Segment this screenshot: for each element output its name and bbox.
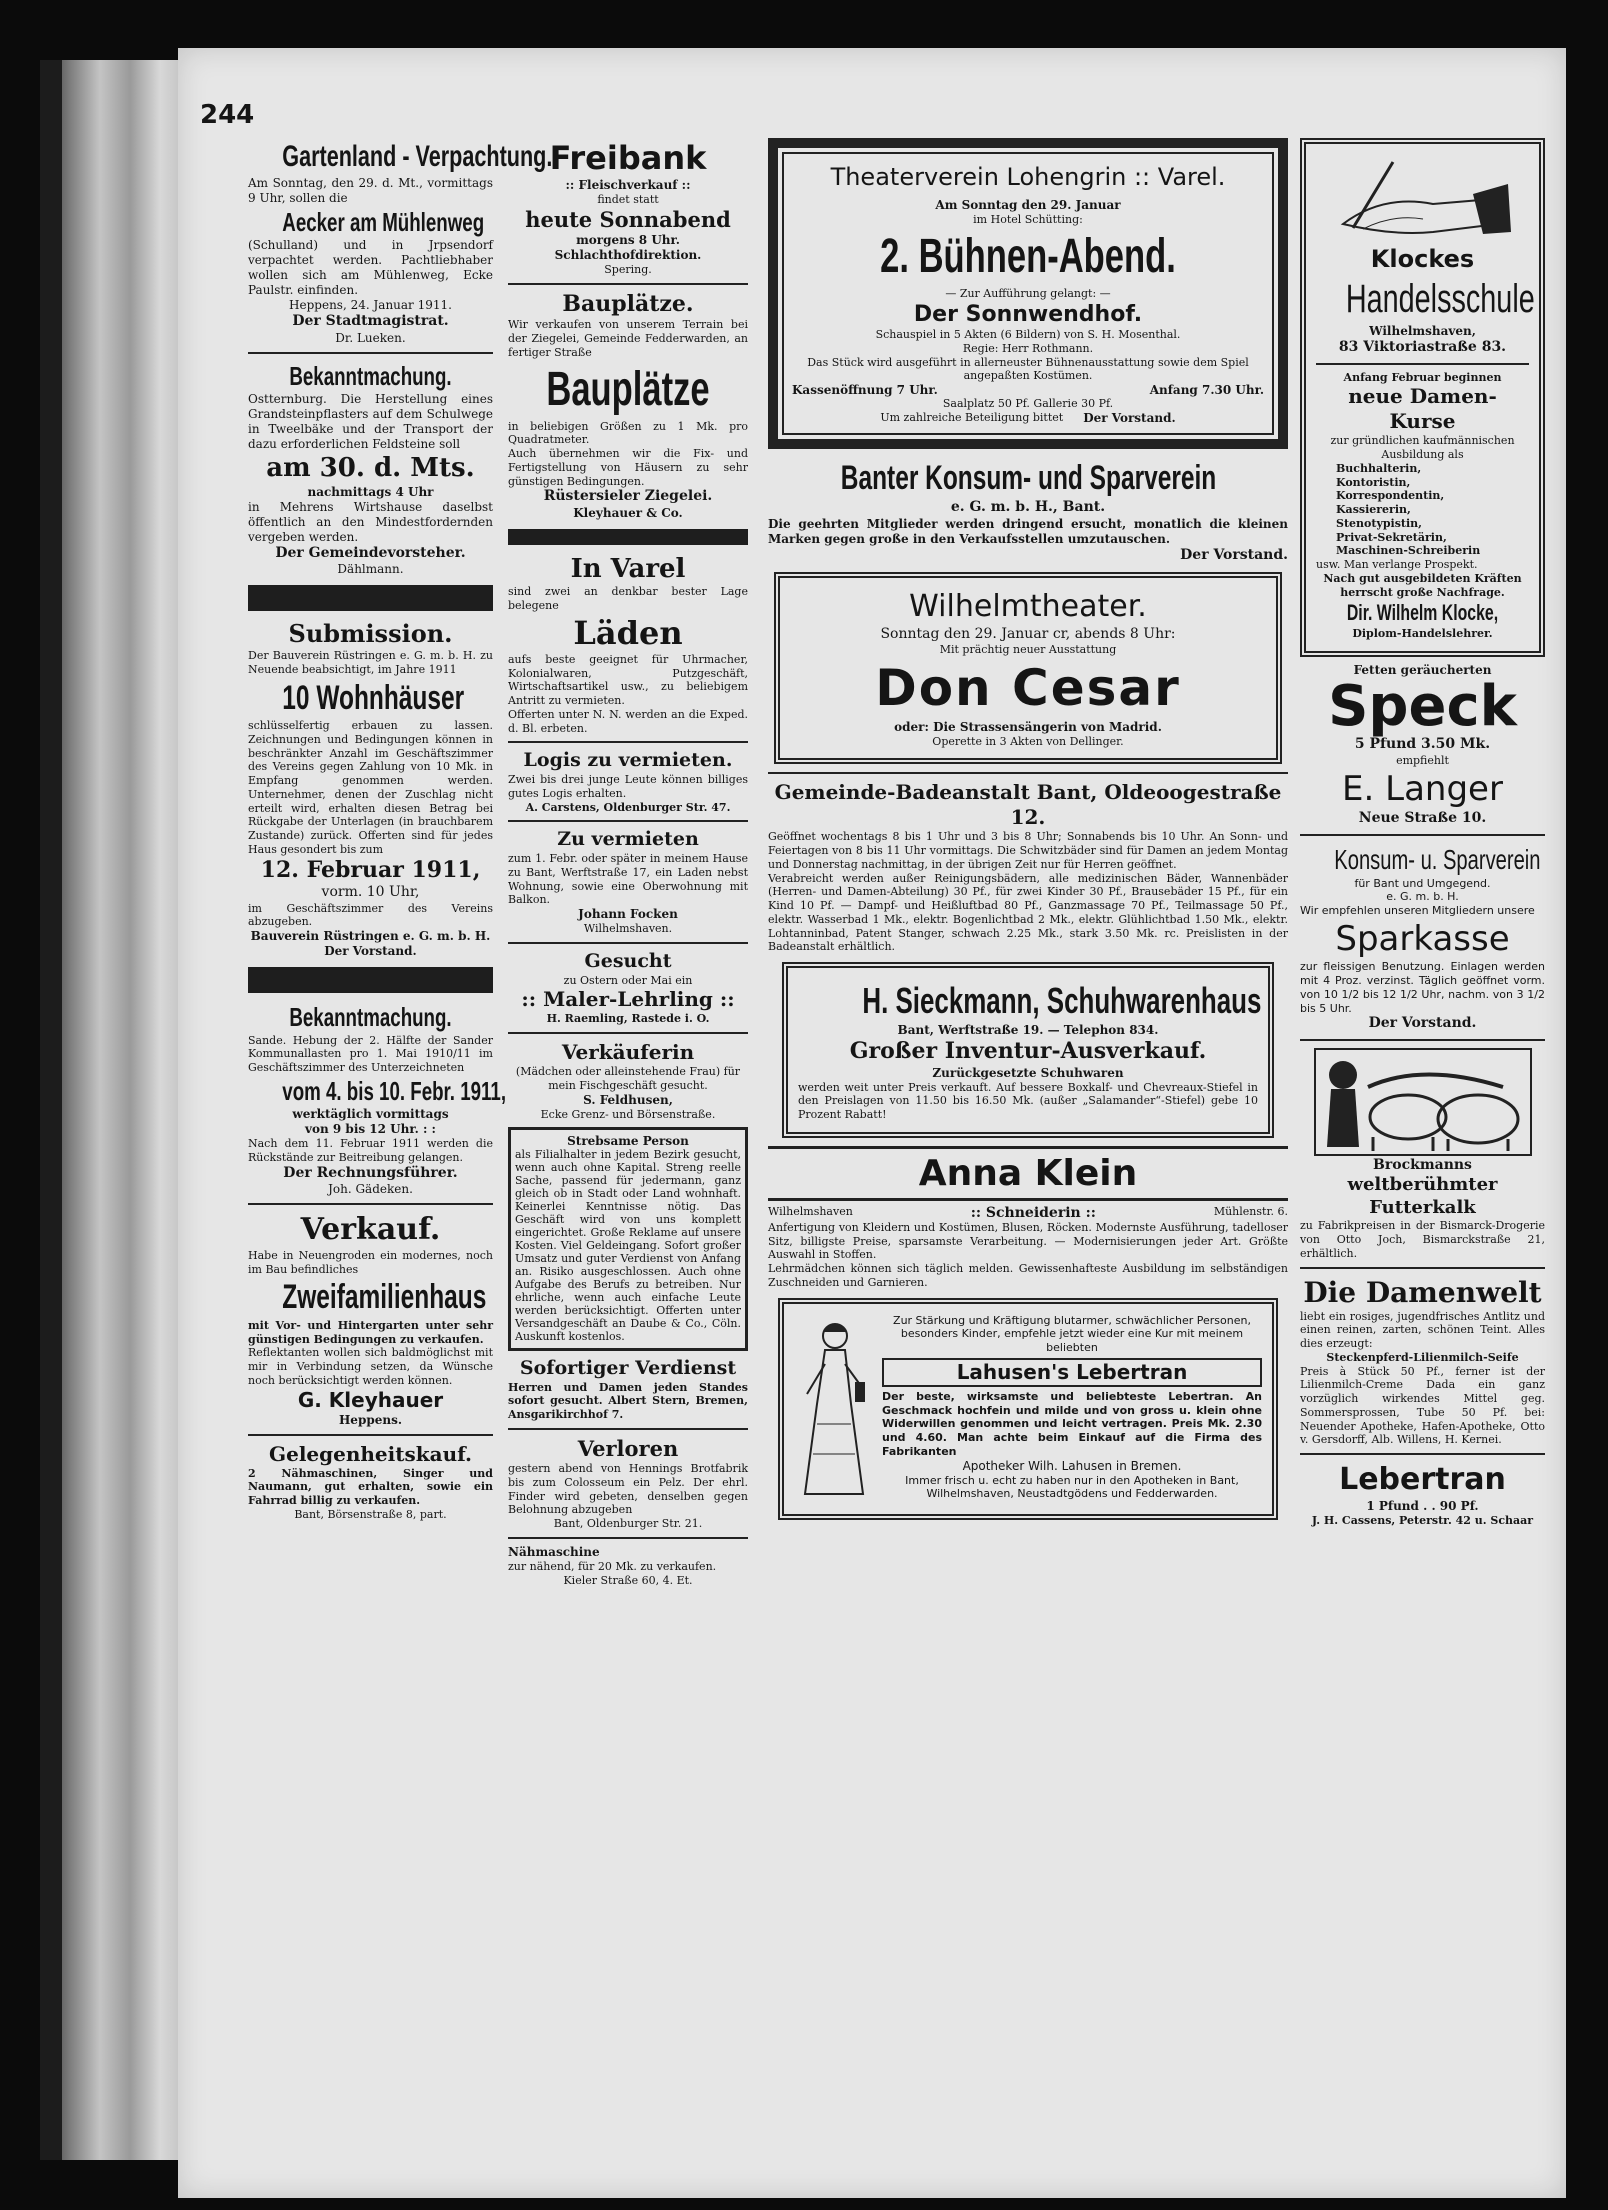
divider bbox=[508, 1537, 748, 1539]
divider bbox=[1316, 363, 1529, 365]
ad-subtitle: findet statt bbox=[597, 193, 659, 206]
column-4 bbox=[1300, 138, 1545, 1527]
ad-signature: Dir. Wilhelm Klocke, bbox=[1346, 600, 1499, 626]
ad-title: Submission. bbox=[288, 619, 453, 648]
divider bbox=[508, 942, 748, 944]
ad-sieckmann bbox=[782, 962, 1274, 1138]
ad-body: Nach gut ausgebildeten Kräften herrscht große Nachfrage. bbox=[1323, 571, 1522, 599]
writing-hand-icon bbox=[1323, 154, 1523, 244]
page-number: 244 bbox=[200, 100, 255, 130]
ad-address: Bant, Oldenburger Str. 21. bbox=[553, 1517, 703, 1531]
course-list-item: Privat-Sekretärin, bbox=[1336, 530, 1447, 544]
ad-lahusen bbox=[778, 1298, 1278, 1520]
column-1 bbox=[248, 138, 553, 1522]
ad-body: Sande. Hebung der 2. Hälfte der Sander Kommunallasten pro 1. Mai 1910/11 im Geschäftszimmer des Unterzeichneten bbox=[248, 1033, 493, 1074]
ad-price: 1 Pfund . . 90 Pf. bbox=[1366, 1498, 1479, 1513]
divider bbox=[508, 741, 748, 743]
ad-body: Anfertigung von Kleidern und Kostümen, Blusen, Röcken. Modernste Ausführung, tadelloser Sitz, billigste Preise, sparsamste Verarbeitung. — Modernisierungen jeder Art. Größte Auswahl in Stoffen. bbox=[768, 1220, 1288, 1262]
ad-signature: Der Stadtmagistrat. bbox=[292, 313, 449, 329]
ad-title: Konsum- u. Sparverein bbox=[1334, 843, 1541, 875]
ad-freibank bbox=[508, 138, 748, 277]
ad-body: Nach dem 11. Februar 1911 werden die Rückstände zur Beitreibung gelangen. bbox=[248, 1137, 493, 1164]
ad-address: Wilhelmshaven, bbox=[1369, 324, 1476, 338]
ad-title: Verkauf. bbox=[300, 1212, 441, 1248]
pig-illustration-icon bbox=[1313, 1047, 1533, 1157]
ad-date: 12. Februar 1911, bbox=[260, 856, 481, 883]
column-2 bbox=[508, 138, 748, 1587]
ad-body: Am Sonntag, den 29. d. Mt., vormittags 9 Uhr, sollen die bbox=[248, 175, 493, 205]
ad-signature: Rüstersieler Ziegelei. bbox=[543, 488, 713, 505]
ad-body: Auch übernehmen wir die Fix- und Fertigstellung von Häusern zu sehr günstigen Bedingungen. bbox=[508, 447, 748, 488]
ad-konsum-sparverein bbox=[1300, 842, 1545, 1033]
ad-title: Zu vermieten bbox=[557, 828, 699, 851]
ad-signature: Bauverein Rüstringen e. G. m. b. H. bbox=[250, 929, 491, 943]
divider bbox=[508, 1032, 748, 1034]
ad-title: Bekanntmachung. bbox=[289, 1002, 452, 1032]
ad-body: mit Vor- und Hintergarten unter sehr günstigen Bedingungen zu verkaufen. bbox=[248, 1318, 493, 1346]
book-spine bbox=[40, 60, 190, 2160]
divider-bar bbox=[248, 585, 493, 611]
ad-badeanstalt bbox=[768, 780, 1288, 954]
ad-place: Wilhelmshaven bbox=[768, 1204, 853, 1218]
ad-verkauf bbox=[248, 1211, 493, 1427]
divider-bar bbox=[248, 967, 493, 993]
ad-body: schlüsselfertig erbauen zu lassen. Zeichnungen und Bedingungen können in beschränkter Anzahl im Geschäftszimmer des Vereins gegen Zahlung von 10 Mk. in Empfang genommen werden. Unternehmer, denen der Zuschlag nicht erteilt wird, erhalten diesen Betrag bei Rückgabe der Unterlagen (in brauchbarem Zustande) zurück. Offerten sind für jedes Haus gesondert bis zum bbox=[248, 719, 493, 856]
ad-signature: Der Vorstand. bbox=[324, 944, 417, 958]
ad-title: Verkäuferin bbox=[561, 1040, 695, 1064]
ad-title: H. Sieckmann, Schuhwarenhaus bbox=[862, 980, 1262, 1021]
ad-signature: H. Raemling, Rastede i. O. bbox=[546, 1012, 710, 1026]
ad-lebertran-cassens bbox=[1300, 1461, 1545, 1527]
divider bbox=[248, 352, 493, 354]
ad-body: Der beste, wirksamste und beliebteste Lebertran. An Geschmack hochfein und milde und von gross u. klein ohne Widerwillen genommen und leicht vertragen. Preis Mk. 2.30 und 4.60. Man achte beim Einkauf auf die Firma des Fabrikanten bbox=[882, 1389, 1262, 1458]
ad-body: Offerten unter N. N. werden an die Exped. d. Bl. erbeten. bbox=[508, 707, 748, 735]
ad-headline: :: Maler-Lehrling :: bbox=[521, 987, 735, 1012]
ad-verloren bbox=[508, 1436, 748, 1531]
ad-signature: Der Vorstand. bbox=[1083, 410, 1176, 425]
ad-address: Mühlenstr. 6. bbox=[1213, 1204, 1288, 1218]
ad-address: 83 Viktoriastraße 83. bbox=[1338, 339, 1507, 355]
ad-subtitle: e. G. m. b. H. bbox=[1386, 890, 1459, 904]
ad-headline: 10 Wohnhäuser bbox=[282, 678, 465, 717]
ad-strebsame-person bbox=[508, 1127, 748, 1351]
ad-title: Theaterverein Lohengrin :: Varel. bbox=[830, 163, 1226, 191]
ad-signature: S. Feldhusen, bbox=[583, 1092, 673, 1107]
ad-headline: Läden bbox=[573, 613, 683, 652]
ad-time: morgens 8 Uhr. bbox=[576, 233, 680, 247]
ad-headline: Don Cesar bbox=[875, 659, 1181, 717]
ad-headline: Speck bbox=[1328, 673, 1517, 739]
divider bbox=[508, 283, 748, 285]
ad-place: Wilhelmshaven. bbox=[583, 922, 673, 935]
ad-body: Immer frisch u. echt zu haben nur in den Apotheken in Bant, Wilhelmshaven, Neustadtgödens und Fedderwarden. bbox=[905, 1473, 1239, 1501]
ad-title: Gelegenheitskauf. bbox=[269, 1441, 472, 1466]
ad-signature: J. H. Cassens, Peterstr. 42 u. Schaar bbox=[1311, 1513, 1534, 1527]
ad-banter-konsum bbox=[768, 457, 1288, 565]
ad-body: (Schulland) und in Jrpsendorf verpachtet werden. Pachtliebhaber wollen sich am Mühlenweg, Ecke Paulstr. einfinden. bbox=[248, 238, 493, 297]
ad-title: Freibank bbox=[549, 139, 707, 177]
ad-headline: Bauplätze bbox=[546, 362, 710, 416]
ad-body: Geöffnet wochentags 8 bis 1 Uhr und 3 bis 8 Uhr; Sonnabends bis 10 Uhr. An Sonn- und Feiertagen von 8 bis 11 Uhr vormittags. Die Schwitzbäder sind für Damen an jedem Montag und Donnerstag nachmittag, in der übrigen Zeit nur für Herren geöffnet. bbox=[768, 830, 1288, 871]
ad-signature: Der Rechnungsführer. bbox=[283, 1164, 458, 1181]
divider bbox=[1300, 1039, 1545, 1041]
ad-body: aufs beste geeignet für Uhrmacher, Kolonialwaren, Putzgeschäft, Wirtschaftsartikel usw., zu beliebigem Antritt zu vermieten. bbox=[508, 652, 748, 707]
ad-title: Sofortiger Verdienst bbox=[519, 1356, 737, 1379]
divider bbox=[768, 772, 1288, 774]
ad-title: Anna Klein bbox=[918, 1152, 1138, 1194]
ad-bekanntmachung-1 bbox=[248, 360, 493, 578]
ad-title: Lahusen's Lebertran bbox=[882, 1358, 1262, 1387]
ad-date: Heppens, 24. Januar 1911. bbox=[289, 298, 452, 312]
ad-time: vorm. 10 Uhr, bbox=[321, 884, 420, 900]
ad-title: Lebertran bbox=[1339, 1462, 1506, 1498]
ad-subtitle: — Zur Aufführung gelangt: — bbox=[945, 286, 1111, 300]
ad-price: 5 Pfund 3.50 Mk. bbox=[1354, 736, 1491, 753]
ad-body: Wir verkaufen von unserem Terrain bei der Ziegelei, Gemeinde Fedderwarden, an fertiger Straße bbox=[508, 318, 748, 359]
ad-title: Verloren bbox=[577, 1435, 679, 1461]
ad-body: Lehrmädchen können sich täglich melden. Gewissenhafteste Ausbildung im selbständigen Zuschneiden und Garnieren. bbox=[768, 1262, 1288, 1289]
ad-address: Ecke Grenz- und Börsenstraße. bbox=[540, 1107, 716, 1121]
ad-headline: heute Sonnabend bbox=[525, 206, 731, 232]
ad-sofortiger-verdienst bbox=[508, 1357, 748, 1422]
ad-title: In Varel bbox=[570, 553, 686, 584]
ad-anna-klein bbox=[768, 1146, 1288, 1290]
ad-body: Reflektanten wollen sich baldmöglichst mit mir in Verbindung setzen, da Wünsche noch berücksichtigt werden können. bbox=[248, 1346, 493, 1387]
ad-box-office: Kassenöffnung 7 Uhr. bbox=[792, 383, 938, 397]
ad-body: zur gründlichen kaufmännischen Ausbildung als bbox=[1330, 434, 1515, 461]
ad-body: Zwei bis drei junge Leute können billiges gutes Logis erhalten. bbox=[508, 773, 748, 800]
ad-headline: 2. Bühnen-Abend. bbox=[880, 229, 1176, 283]
ad-subtitle: e. G. m. b. H., Bant. bbox=[950, 499, 1106, 516]
ad-subtitle: Zurückgesetzte Schuhwaren bbox=[932, 1065, 1124, 1080]
ad-signature: Johann Focken bbox=[578, 907, 678, 921]
lady-illustration bbox=[794, 1314, 874, 1504]
ad-headline: vom 4. bis 10. Febr. 1911, bbox=[282, 1075, 507, 1106]
divider bbox=[248, 1434, 493, 1436]
ad-body: zu Fabrikpreisen in der Bismarck-Drogerie von Otto Joch, Bismarckstraße 21, erhältlich. bbox=[1300, 1219, 1545, 1260]
ad-title: weltberühmter Futterkalk bbox=[1347, 1174, 1498, 1218]
ad-description: Operette in 3 Akten von Dellinger. bbox=[932, 734, 1124, 748]
ad-address: Kieler Straße 60, 4. Et. bbox=[563, 1573, 693, 1587]
ad-name: Dählmann. bbox=[337, 562, 404, 576]
ad-body: in Mehrens Wirtshause daselbst öffentlich an den Mindestfordernden vergeben werden. bbox=[248, 499, 493, 544]
ad-body: im Geschäftszimmer des Vereins abzugeben. bbox=[248, 901, 493, 929]
ad-place: im Hotel Schütting: bbox=[973, 213, 1083, 226]
ad-headline: Großer Inventur-Ausverkauf. bbox=[849, 1038, 1207, 1064]
ad-title: Nähmaschine bbox=[508, 1544, 600, 1559]
ad-zu-vermieten bbox=[508, 828, 748, 936]
divider bbox=[508, 820, 748, 822]
ad-subtitle: für Bant und Umgegend. bbox=[1354, 876, 1491, 890]
ad-body: zu Ostern oder Mai ein bbox=[563, 973, 693, 987]
ad-body: Ostternburg. Die Herstellung eines Grandsteinpflasters auf dem Schulwege in Tweelbäke und der Transport der dazu erforderlichen Feldsteine soll bbox=[248, 392, 493, 451]
ad-title: Gesucht bbox=[584, 949, 672, 972]
ad-regie: Regie: Herr Rothmann. bbox=[962, 341, 1094, 355]
ad-naehmaschine bbox=[508, 1545, 748, 1588]
ad-date: Am Sonntag den 29. Januar bbox=[935, 198, 1121, 212]
ad-address: Neue Straße 10. bbox=[1358, 810, 1487, 827]
ad-subtitle: oder: Die Strassensängerin von Madrid. bbox=[894, 719, 1162, 734]
ad-subtitle: :: Schneiderin :: bbox=[970, 1204, 1096, 1221]
ad-signature: G. Kleyhauer bbox=[297, 1387, 444, 1412]
ad-klockes-handelsschule bbox=[1300, 138, 1545, 657]
ad-times-row bbox=[792, 383, 1264, 397]
ad-anna-subline bbox=[768, 1205, 1288, 1221]
ad-speck bbox=[1300, 663, 1545, 828]
ad-product: Steckenpferd-Lilienmilch-Seife bbox=[1326, 1350, 1519, 1364]
ad-name: Klockes bbox=[1370, 245, 1475, 273]
ad-subtitle: Mit prächtig neuer Ausstattung bbox=[939, 643, 1117, 657]
ad-title: Gemeinde-Badeanstalt Bant, Oldeoogestraße 12. bbox=[774, 780, 1282, 830]
ad-description: Schauspiel in 5 Akten (6 Bildern) von S. H. Mosenthal. bbox=[875, 328, 1181, 341]
ad-play-title: Der Sonnwendhof. bbox=[913, 301, 1143, 327]
ad-subtitle: Fetten geräucherten bbox=[1353, 662, 1492, 677]
ad-signature: Schlachthofdirektion. bbox=[554, 248, 702, 262]
ad-subtitle: :: Fleischverkauf :: bbox=[565, 178, 691, 192]
course-list-item: Stenotypistin, bbox=[1336, 516, 1422, 530]
ad-signature: Apotheker Wilh. Lahusen in Bremen. bbox=[962, 1458, 1182, 1473]
ad-bauplaetze bbox=[508, 291, 748, 521]
ad-title: Die Damenwelt bbox=[1303, 1275, 1542, 1309]
divider bbox=[1300, 1453, 1545, 1455]
ad-logis bbox=[508, 749, 748, 814]
ad-prices: Saalplatz 50 Pf. Gallerie 30 Pf. bbox=[942, 397, 1114, 410]
ad-theaterverein bbox=[768, 138, 1288, 449]
ad-title: Bekanntmachung. bbox=[289, 360, 452, 391]
divider bbox=[1300, 834, 1545, 836]
ad-date: Sonntag den 29. Januar cr, abends 8 Uhr: bbox=[880, 625, 1176, 642]
ad-damenwelt bbox=[1300, 1275, 1545, 1448]
ad-body: werden weit unter Preis verkauft. Auf bessere Boxkalf- und Chevreaux-Stiefel in den Preislagen von 11.50 bis 16.50 Mk. (außer „Salamander“-Stiefel) gebe 10 Prozent Rabatt! bbox=[798, 1080, 1258, 1121]
course-list-item: Kassiererin, bbox=[1336, 503, 1411, 516]
lahusen-text bbox=[882, 1314, 1262, 1504]
ad-body: gestern abend von Hennings Brotfabrik bis zum Colosseum ein Pelz. Der ehrl. Finder wird gebeten, denselben gegen Belohnung abzugeben bbox=[508, 1462, 748, 1517]
ad-brockmann bbox=[1300, 1047, 1545, 1261]
ad-time: werktäglich vormittags bbox=[292, 1107, 449, 1122]
ad-submission bbox=[248, 619, 493, 959]
ad-body: Habe in Neuengroden ein modernes, noch im Bau befindliches bbox=[248, 1248, 493, 1276]
ad-body: Wir empfehlen unseren Mitgliedern unsere bbox=[1300, 904, 1535, 918]
ad-varel bbox=[508, 553, 748, 736]
ad-verkaeuferin bbox=[508, 1040, 748, 1121]
ad-title: Wilhelmtheater. bbox=[909, 589, 1147, 625]
ad-gelegenheitskauf bbox=[248, 1442, 493, 1522]
ad-body: 2 Nähmaschinen, Singer und Naumann, gut erhalten, sowie ein Fahrrad billig zu verkaufen. bbox=[248, 1466, 493, 1507]
ad-name: Spering. bbox=[604, 263, 652, 276]
ad-headline: neue Damen-Kurse bbox=[1348, 384, 1497, 434]
ad-time: von 9 bis 12 Uhr. : : bbox=[305, 1122, 436, 1137]
divider bbox=[248, 1203, 493, 1205]
divider-bar bbox=[508, 529, 748, 545]
ad-body: Das Stück wird ausgeführt in allerneuster Bühnenausstattung sowie dem Spiel angepaßten Kostümen. bbox=[807, 355, 1249, 383]
ad-invite-row bbox=[792, 411, 1264, 425]
ad-headline: Sparkasse bbox=[1335, 918, 1510, 959]
ad-title: Banter Konsum- und Sparverein bbox=[840, 458, 1217, 497]
ad-wilhelmtheater bbox=[774, 572, 1282, 764]
ad-body: Preis à Stück 50 Pf., ferner ist der Lilienmilch-Creme Dada ein ganz vorzüglich wirkendes Mittel geg. Sommersprossen, Tube 50 Pf. bei: Neuender Apotheke, Hafen-Apotheke, Otto v. Gersdorff, Alb. Willens, H. Kernei. bbox=[1300, 1364, 1545, 1447]
ad-title: Logis zu vermieten. bbox=[523, 749, 733, 772]
ad-place: Heppens. bbox=[338, 1412, 403, 1427]
ad-subtitle: Anfang Februar beginnen bbox=[1343, 370, 1502, 384]
ad-headline: Zweifamilienhaus bbox=[282, 1278, 487, 1317]
ad-signature: Der Gemeindevorsteher. bbox=[275, 544, 466, 561]
ad-title: Handelsschule bbox=[1345, 277, 1535, 321]
ad-start-time: Anfang 7.30 Uhr. bbox=[1149, 383, 1264, 397]
divider bbox=[1300, 1267, 1545, 1269]
ad-body: Die geehrten Mitglieder werden dringend ersucht, monatlich die kleinen Marken gegen große in den Verkaufsstellen umzutauschen. bbox=[768, 516, 1288, 546]
ad-signature: A. Carstens, Oldenburger Str. 47. bbox=[525, 800, 731, 814]
column-3 bbox=[768, 138, 1288, 1528]
ad-body: zum 1. Febr. oder später in meinem Hause zu Bant, Werftstraße 17, ein Laden nebst Wohnung, sowie eine Oberwohnung mit Balkon. bbox=[508, 852, 748, 907]
lady-figure-icon bbox=[795, 1314, 873, 1504]
ad-bekanntmachung-2 bbox=[248, 1001, 507, 1197]
ad-signature: Der Vorstand. bbox=[1368, 1015, 1477, 1032]
ad-body: empfiehlt bbox=[1396, 753, 1449, 767]
ad-name: Dr. Lueken. bbox=[335, 330, 406, 345]
ad-name: Kleyhauer & Co. bbox=[573, 505, 683, 520]
course-list-item: Korrespondentin, bbox=[1336, 489, 1445, 503]
ad-invite: Um zahlreiche Beteiligung bittet bbox=[880, 410, 1064, 424]
ad-headline: Aecker am Mühlenweg bbox=[282, 206, 485, 237]
ad-address: Bant, Werftstraße 19. — Telephon 834. bbox=[897, 1023, 1159, 1037]
ad-body: Der Bauverein Rüstringen e. G. m. b. H. zu Neuende beabsichtigt, im Jahre 1911 bbox=[248, 649, 493, 676]
ad-title: Gartenland - Verpachtung. bbox=[282, 140, 553, 173]
ad-intro: Zur Stärkung und Kräftigung blutarmer, schwächlicher Personen, besonders Kinder, empfehle jetzt wieder eine Kur mit meinem beliebten bbox=[893, 1313, 1251, 1354]
ad-title: Bauplätze. bbox=[562, 290, 694, 317]
book-binding-edge bbox=[40, 60, 62, 2160]
ad-headline: am 30. d. Mts. bbox=[266, 453, 475, 483]
ad-name: Joh. Gädeken. bbox=[328, 1182, 413, 1197]
ad-body: zur nähend, für 20 Mk. zu verkaufen. bbox=[508, 1559, 717, 1573]
ad-body: liebt ein rosiges, jugendfrisches Antlitz und einen reinen, zarten, schönen Teint. Alles dies erzeugt: bbox=[1300, 1309, 1545, 1351]
ad-body: Herren und Damen jeden Standes sofort gesucht. Albert Stern, Bremen, Ansgarikirchhof 7. bbox=[508, 1380, 748, 1422]
ad-title: Strebsame Person bbox=[567, 1134, 689, 1149]
ad-time: nachmittags 4 Uhr bbox=[307, 484, 434, 499]
ad-body: als Filialhalter in jedem Bezirk gesucht, wenn auch ohne Kapital. Streng reelle Sache, passend für jedermann, ganz gleich ob in Stadt oder Land wohnhaft. Keinerlei Kenntnisse nötig. Das Geschäft wird von uns komplett eingerichtet. Große Reklame auf unsere Kosten. Viel Geldeingang. Sofort großer Umsatz und guter Verdienst von Anfang an. Risiko ausgeschlossen. Auch ohne Aufgabe des Berufs zu betreiben. Nur ehrliche, wenn auch einfache Leute werden berücksichtigt. Offerten unter Versandgeschäft an Daube & Co., Cöln. Auskunft kostenlos. bbox=[515, 1148, 741, 1343]
ad-name: Brockmanns bbox=[1373, 1156, 1472, 1173]
course-list-item: Buchhalterin, bbox=[1336, 461, 1422, 475]
ad-body: in beliebigen Größen zu 1 Mk. pro Quadratmeter. bbox=[508, 419, 748, 447]
divider bbox=[508, 1428, 748, 1430]
course-list-item: Kontoristin, bbox=[1336, 475, 1411, 489]
ad-body: sind zwei an denkbar bester Lage belegene bbox=[508, 585, 748, 612]
ad-role: Diplom-Handelslehrer. bbox=[1352, 626, 1493, 640]
ad-gartenland bbox=[248, 138, 553, 346]
ad-gesucht bbox=[508, 950, 748, 1026]
ad-body: zur fleissigen Benutzung. Einlagen werden mit 4 Proz. verzinst. Täglich geöffnet vorm. von 10 1/2 bis 12 1/2 Uhr, nachm. von 3 1/2 bis 5 Uhr. bbox=[1300, 960, 1545, 1015]
ad-body: (Mädchen oder alleinstehende Frau) für mein Fischgeschäft gesucht. bbox=[515, 1065, 741, 1092]
ad-signature: Der Vorstand. bbox=[1180, 546, 1288, 563]
ad-body: Verabreicht werden außer Reinigungsbädern, alle medizinischen Bäder, Wannenbäder (Herren- und Damen-Abteilung) 30 Pf., für zwei Kinder 30 Pf., Brausebäder 15 Pf., für ein Kind 10 Pf. — Dampf- und Heißluftbad 80 Pf., Ganzmassage 70 Pf., Teilmassage 50 Pf., elektr. Wasserbad 1 Mk., elektr. Bogenlichtbad 2 Mk., elektr. Glühlichtbad 1.50 Mk., elektr. Lohtanninbad, Patent Stanger, schwach 2.25 Mk., stark 3.50 Mk. rc. Preislisten in der Badeanstalt erhältlich. bbox=[768, 871, 1288, 954]
ad-course-list bbox=[1316, 462, 1529, 558]
course-list-item: Maschinen-Schreiberin bbox=[1336, 544, 1481, 558]
ad-body: usw. Man verlange Prospekt. bbox=[1316, 558, 1478, 571]
ad-signature: E. Langer bbox=[1342, 768, 1503, 809]
newspaper-page bbox=[178, 48, 1566, 2198]
ad-address: Bant, Börsenstraße 8, part. bbox=[294, 1507, 447, 1521]
